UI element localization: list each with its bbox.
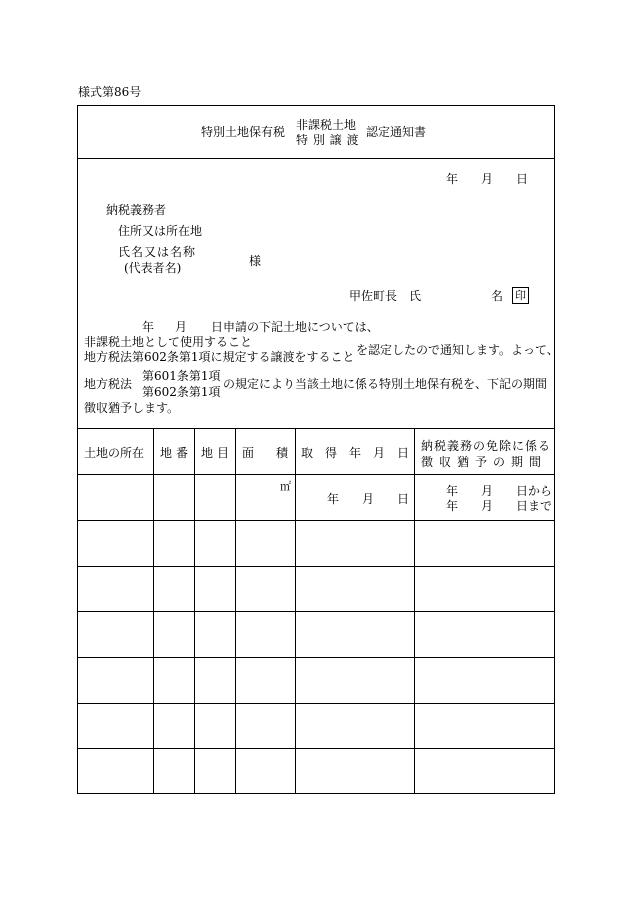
area-unit: ㎡ [280,480,291,493]
law-text: の規定により当該土地に係る特別土地保有税を、下記の期間 [223,377,548,391]
seal-mark: 印 [512,287,529,304]
table-cell[interactable] [154,705,191,746]
law-option-601: 第601条第1項 [142,369,221,383]
row-line [78,520,554,521]
table-cell[interactable] [154,522,191,564]
representative-label: (代表者名) [124,261,182,275]
table-cell[interactable] [296,568,411,609]
header-land-category: 地 目 [201,446,229,460]
header-deferral-line1: 納税義務の免除に係る [421,439,552,453]
table-cell[interactable] [415,705,552,746]
table-cell[interactable] [415,568,552,609]
table-cell[interactable] [236,568,292,609]
table-cell[interactable] [236,522,292,564]
table-cell[interactable] [415,613,552,655]
law-option-602: 第602条第1項 [142,385,221,399]
table-cell[interactable] [79,476,150,518]
taxpayer-label: 納税義務者 [106,203,167,217]
table-cell[interactable] [195,705,232,746]
date-day: 日 [516,172,529,186]
acq-year: 年 [327,492,340,506]
header-area: 面 積 [242,446,288,460]
table-cell[interactable] [195,613,232,655]
table-cell[interactable] [79,522,150,564]
table-cell[interactable] [79,705,150,746]
application-text: 日申請の下記土地については、 [211,320,379,334]
table-cell[interactable] [296,659,411,701]
table-cell[interactable] [296,705,411,746]
acq-day: 日 [397,492,410,506]
table-cell[interactable] [415,522,552,564]
table-cell[interactable] [236,476,292,518]
to-day: 日まで [516,499,553,513]
header-location: 土地の所在 [84,446,145,460]
table-cell[interactable] [79,568,150,609]
title-option-tax-exempt: 非課税土地 [296,118,357,132]
table-cell[interactable] [154,659,191,701]
date-year: 年 [446,172,459,186]
header-acquisition-date: 取得年月日 [301,446,422,460]
table-top-line [78,428,554,429]
table-cell[interactable] [154,613,191,655]
from-month: 月 [481,484,494,498]
option-transfer: 地方税法第602条第1項に規定する譲渡をすること [84,350,355,364]
certify-text: を認定したので通知します。よって、 [356,343,559,357]
date-month: 月 [481,172,494,186]
table-cell[interactable] [236,705,292,746]
table-cell[interactable] [296,522,411,564]
issuer-name-suffix: 名 [491,289,504,303]
address-label: 住所又は所在地 [118,224,203,238]
acq-month: 月 [362,492,375,506]
closing-text: 徴収猶予します。 [84,401,180,415]
form-number: 様式第86号 [78,85,142,99]
table-cell[interactable] [79,659,150,701]
from-day: 日から [516,484,553,498]
table-cell[interactable] [154,476,191,518]
table-cell[interactable] [195,659,232,701]
option-tax-exempt-use: 非課税土地として使用すること [84,335,253,349]
title-suffix: 認定通知書 [366,125,427,139]
issuer-title: 甲佐町長 氏 [349,289,422,303]
honorific: 様 [249,254,262,268]
table-cell[interactable] [79,613,150,655]
table-cell[interactable] [195,476,232,518]
to-year: 年 [446,499,459,513]
row-line [78,703,554,704]
body-month: 月 [175,320,188,334]
table-cell[interactable] [296,476,411,518]
title-prefix: 特別土地保有税 [201,125,286,139]
body-year: 年 [142,320,155,334]
table-cell[interactable] [236,613,292,655]
row-line [78,748,554,749]
table-header-line [78,474,554,475]
table-cell[interactable] [296,613,411,655]
table-cell[interactable] [236,659,292,701]
name-label: 氏名又は名称 [118,245,197,259]
row-line [78,611,554,612]
law-prefix: 地方税法 [84,377,133,391]
header-lot-number: 地 番 [160,446,188,460]
table-cell[interactable] [415,659,552,701]
table-cell[interactable] [195,522,232,564]
row-line [78,566,554,567]
title-divider [78,158,554,159]
table-cell[interactable] [195,568,232,609]
row-line [78,657,554,658]
table-cell[interactable] [154,568,191,609]
title-option-special-transfer: 特 別 譲 渡 [296,133,359,147]
table-cell[interactable] [415,476,552,518]
header-deferral-line2: 徴収猶予の期間 [421,455,548,469]
to-month: 月 [481,499,494,513]
from-year: 年 [446,484,459,498]
